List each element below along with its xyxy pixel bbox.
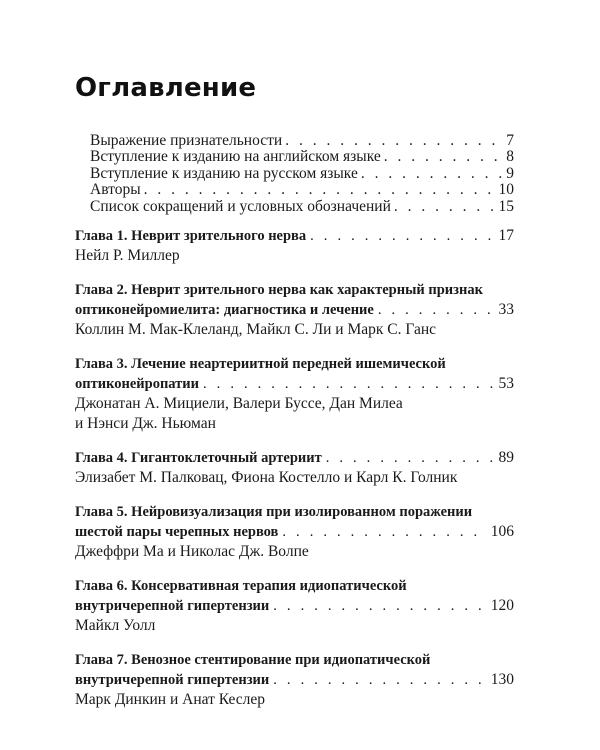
toc-entry[interactable] (90, 166, 514, 182)
dot-leader (378, 300, 495, 320)
chapter-page: 120 (490, 597, 514, 614)
toc-entry-page: 10 (498, 181, 514, 199)
chapter-title: Глава 7. Венозное стентирование при идиопатической (75, 652, 431, 668)
chapter-title: Глава 2. Неврит зрительного нерва как характерный признак (75, 282, 483, 298)
dot-leader (310, 226, 494, 246)
chapter-authors: Нейл Р. Миллер (75, 247, 180, 264)
toc-entry[interactable] (90, 149, 514, 165)
toc-entry-title: Список сокращений и условных обозначений (90, 197, 391, 215)
toc-entry[interactable] (90, 182, 514, 198)
chapter-page: 33 (498, 301, 514, 318)
chapter-page: 106 (490, 523, 514, 540)
toc-entry-page: 8 (506, 148, 514, 166)
chapter-page: 53 (498, 375, 514, 392)
toc-entry[interactable] (90, 199, 514, 215)
chapter-page: 130 (490, 671, 514, 688)
chapter-title-continued: шестой пары черепных нервов (75, 524, 279, 540)
chapter-title-line (75, 670, 514, 690)
front-matter-list (90, 133, 514, 215)
chapter-entry-7[interactable] (75, 650, 514, 710)
dot-leader (361, 166, 503, 182)
chapter-entry-2[interactable] (75, 280, 514, 340)
chapter-entry-6[interactable] (75, 576, 514, 636)
toc-entry-page: 15 (498, 197, 514, 215)
chapter-authors: Майкл Уолл (75, 617, 156, 634)
toc-entry-title: Выражение признательности (90, 132, 283, 149)
chapter-title-continued: внутричерепной гипертензии (75, 598, 270, 614)
chapter-title: Глава 5. Нейровизуализация при изолированном поражении (75, 504, 473, 520)
dot-leader (384, 149, 504, 165)
chapter-title-continued: оптиконейромиелита: диагностика и лечение (75, 302, 374, 318)
toc-entry-title: Вступление к изданию на английском языке (90, 148, 381, 166)
chapter-page: 17 (498, 227, 514, 244)
chapter-authors: Коллин М. Мак-Клеланд, Майкл С. Ли и Марк С. Ганс (75, 321, 437, 338)
page-title: Оглавление (75, 73, 257, 103)
toc-entry-page: 9 (506, 164, 514, 182)
chapter-title: Глава 3. Лечение неартериитной передней ишемической (75, 356, 446, 372)
toc-entry-title: Вступление к изданию на русском языке (90, 164, 358, 182)
chapter-authors-continued: и Нэнси Дж. Ньюман (75, 415, 216, 432)
chapter-entry-3[interactable] (75, 354, 514, 434)
chapter-title-line (75, 522, 514, 542)
dot-leader (394, 199, 496, 215)
chapter-authors: Джеффри Ма и Николас Дж. Волпе (75, 543, 309, 560)
toc-entry-page: 7 (506, 132, 514, 149)
chapter-title-continued: оптиконейропатии (75, 376, 200, 392)
chapter-authors: Марк Динкин и Анат Кеслер (75, 691, 266, 708)
dot-leader (326, 448, 495, 468)
dot-leader (273, 670, 486, 690)
chapter-title-line (75, 374, 514, 394)
chapter-title-line (75, 226, 514, 246)
chapter-page: 89 (498, 449, 514, 466)
toc-entry[interactable] (90, 133, 514, 149)
chapter-title-line (75, 448, 514, 468)
chapter-list (75, 226, 514, 710)
toc-entry-title: Авторы (90, 181, 141, 199)
chapter-authors: Джонатан А. Мициели, Валери Буссе, Дан Милеа (75, 395, 403, 412)
dot-leader (285, 133, 503, 149)
chapter-entry-5[interactable] (75, 502, 514, 562)
dot-leader (273, 596, 486, 616)
dot-leader (144, 182, 496, 198)
dot-leader (203, 374, 494, 394)
chapter-title: Глава 6. Консервативная терапия идиопатической (75, 578, 407, 594)
chapter-entry-1[interactable] (75, 226, 514, 266)
chapter-title-continued: внутричерепной гипертензии (75, 672, 270, 688)
dot-leader (282, 522, 486, 542)
chapter-title: Глава 1. Неврит зрительного нерва (75, 228, 307, 244)
chapter-title-line (75, 300, 514, 320)
chapter-title-line (75, 596, 514, 616)
chapter-entry-4[interactable] (75, 448, 514, 488)
chapter-title: Глава 4. Гигантоклеточный артериит (75, 450, 322, 466)
chapter-authors: Элизабет М. Палковац, Фиона Костелло и Карл К. Голник (75, 469, 458, 486)
